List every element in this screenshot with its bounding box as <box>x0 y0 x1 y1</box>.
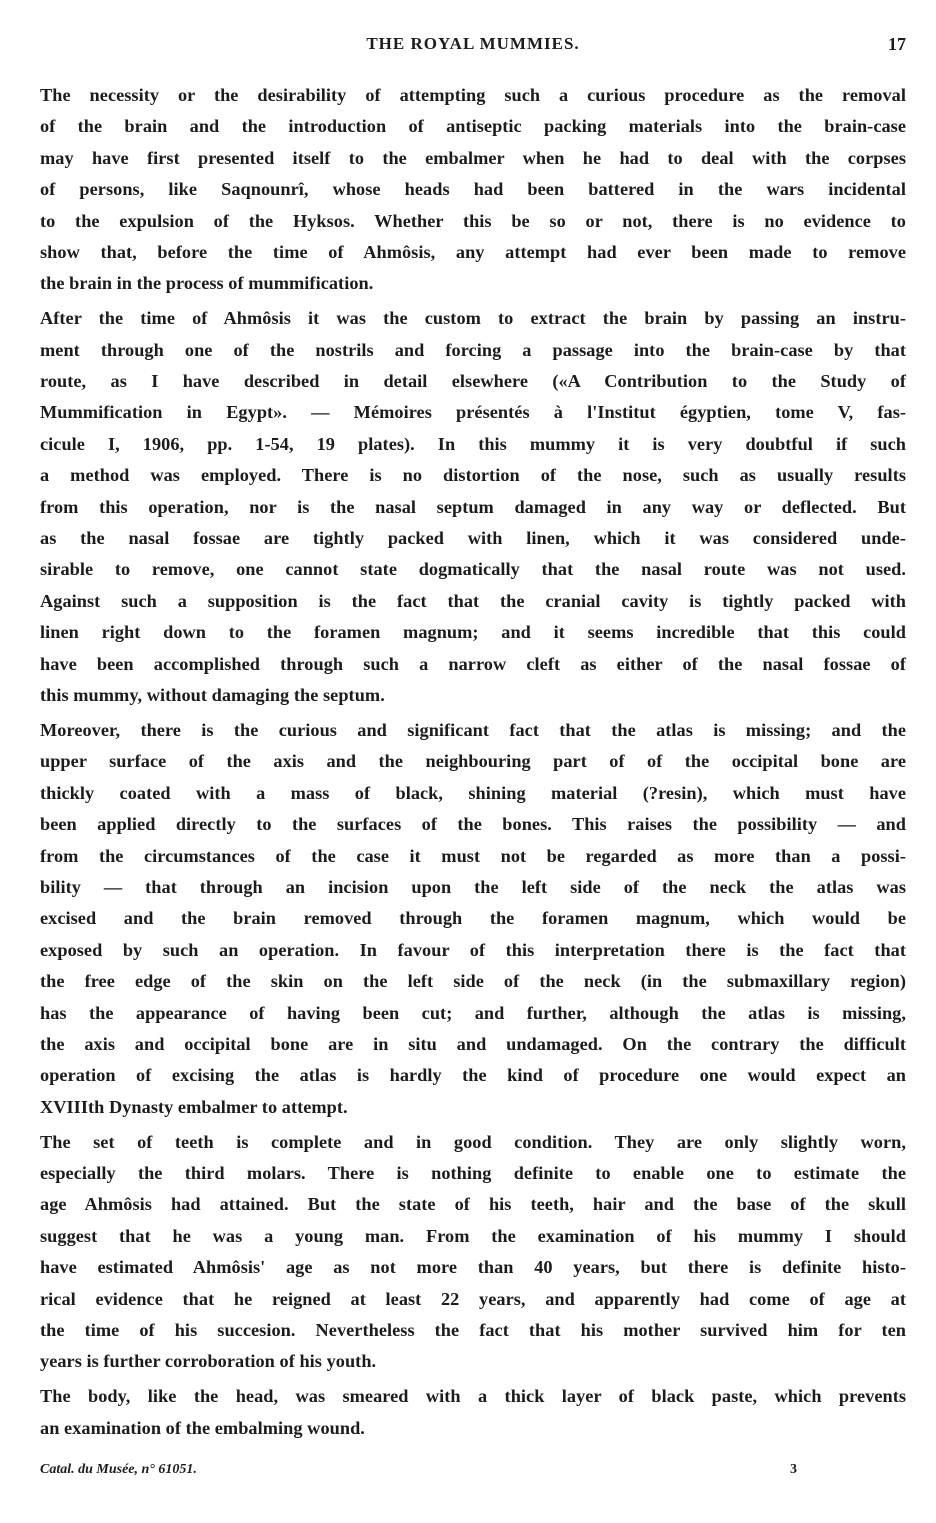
text-line: has the appearance of having been cut; and further, although the atlas is missing, <box>40 1002 906 1023</box>
text-line: ment through one of the nostrils and forcing a passage into the brain-case by that <box>40 339 906 360</box>
text-line: years is further corroboration of his youth. <box>40 1351 377 1372</box>
text-line: XVIIIth Dynasty embalmer to attempt. <box>40 1096 348 1117</box>
page-footer <box>40 1462 906 1484</box>
text-line: excised and the brain removed through the foramen magnum, which would be <box>40 908 906 929</box>
body-text <box>40 80 906 1447</box>
catalog-reference: Catal. du Musée, n° 61051. <box>40 1462 197 1477</box>
text-line: to the expulsion of the Hyksos. Whether this be so or not, there is no evidence to <box>40 210 906 231</box>
text-line: bility — that through an incision upon the left side of the neck the atlas was <box>40 876 906 897</box>
paragraph-teeth-and-age <box>40 1127 906 1378</box>
text-line: The body, like the head, was smeared with a thick layer of black paste, which prevents <box>40 1386 906 1407</box>
running-title: THE ROYAL MUMMIES. <box>366 34 580 53</box>
text-line: from the circumstances of the case it must not be regarded as more than a possi- <box>40 845 906 866</box>
running-head <box>40 34 906 58</box>
text-line: this mummy, without damaging the septum. <box>40 685 385 706</box>
text-line: the free edge of the skin on the left side of the neck (in the submaxillary region) <box>40 971 906 992</box>
text-line: Moreover, there is the curious and significant fact that the atlas is missing; and the <box>40 719 906 740</box>
text-line: thickly coated with a mass of black, shining material (?resin), which must have <box>40 782 906 803</box>
text-line: age Ahmôsis had attained. But the state of his teeth, hair and the base of the skull <box>40 1194 906 1215</box>
text-line: the brain in the process of mummification. <box>40 273 374 294</box>
text-line: have been accomplished through such a narrow cleft as either of the nasal fossae of <box>40 653 906 674</box>
text-line: as the nasal fossae are tightly packed with linen, which it was considered unde- <box>40 528 906 549</box>
page-number: 17 <box>888 34 906 54</box>
text-line: upper surface of the axis and the neighbouring part of of the occipital bone are <box>40 751 906 772</box>
text-line: cicule I, 1906, pp. 1-54, 19 plates). In this mummy it is very doubtful if such <box>40 433 906 454</box>
text-line: been applied directly to the surfaces of the bones. This raises the possibility — and <box>40 814 906 835</box>
text-line: The set of teeth is complete and in good condition. They are only slightly worn, <box>40 1131 906 1152</box>
text-line: have estimated Ahmôsis' age as not more than 40 years, but there is definite histo- <box>40 1257 906 1278</box>
paragraph-body-paste <box>40 1381 906 1444</box>
text-line: the time of his succesion. Nevertheless the fact that his mother survived him for ten <box>40 1320 906 1341</box>
text-line: Against such a supposition is the fact that the cranial cavity is tightly packed with <box>40 590 906 611</box>
text-line: an examination of the embalming wound. <box>40 1417 365 1438</box>
text-line: especially the third molars. There is nothing definite to enable one to estimate the <box>40 1162 906 1183</box>
text-line: a method was employed. There is no distortion of the nose, such as usually results <box>40 465 906 486</box>
paragraph-nasal-method <box>40 303 906 711</box>
text-line: from this operation, nor is the nasal septum damaged in any way or deflected. But <box>40 496 906 517</box>
text-line: linen right down to the foramen magnum; and it seems incredible that this could <box>40 622 906 643</box>
text-line: of persons, like Saqnounrî, whose heads had been battered in the wars incidental <box>40 179 906 200</box>
text-line: exposed by such an operation. In favour of this interpretation there is the fact that <box>40 939 906 960</box>
paragraph-brain-removal-origin <box>40 80 906 300</box>
text-line: suggest that he was a young man. From the examination of his mummy I should <box>40 1225 906 1246</box>
text-line: the axis and occipital bone are in situ and undamaged. On the contrary the difficult <box>40 1033 906 1054</box>
text-line: route, as I have described in detail elsewhere («A Contribution to the Study of <box>40 371 906 392</box>
paragraph-atlas-missing <box>40 715 906 1123</box>
signature-mark: 3 <box>790 1462 797 1477</box>
text-line: of the brain and the introduction of antiseptic packing materials into the brain-case <box>40 116 906 137</box>
text-line: may have first presented itself to the embalmer when he had to deal with the corpses <box>40 147 906 168</box>
text-line: After the time of Ahmôsis it was the custom to extract the brain by passing an instru- <box>40 308 906 329</box>
text-line: Mummification in Egypt». — Mémoires présentés à l'Institut égyptien, tome V, fas- <box>40 402 906 423</box>
text-line: operation of excising the atlas is hardly the kind of procedure one would expect an <box>40 1065 906 1086</box>
text-line: rical evidence that he reigned at least 22 years, and apparently had come of age at <box>40 1288 906 1309</box>
text-line: show that, before the time of Ahmôsis, any attempt had ever been made to remove <box>40 242 906 263</box>
text-line: sirable to remove, one cannot state dogmatically that the nasal route was not used. <box>40 559 906 580</box>
text-line: The necessity or the desirability of attempting such a curious procedure as the removal <box>40 85 906 105</box>
